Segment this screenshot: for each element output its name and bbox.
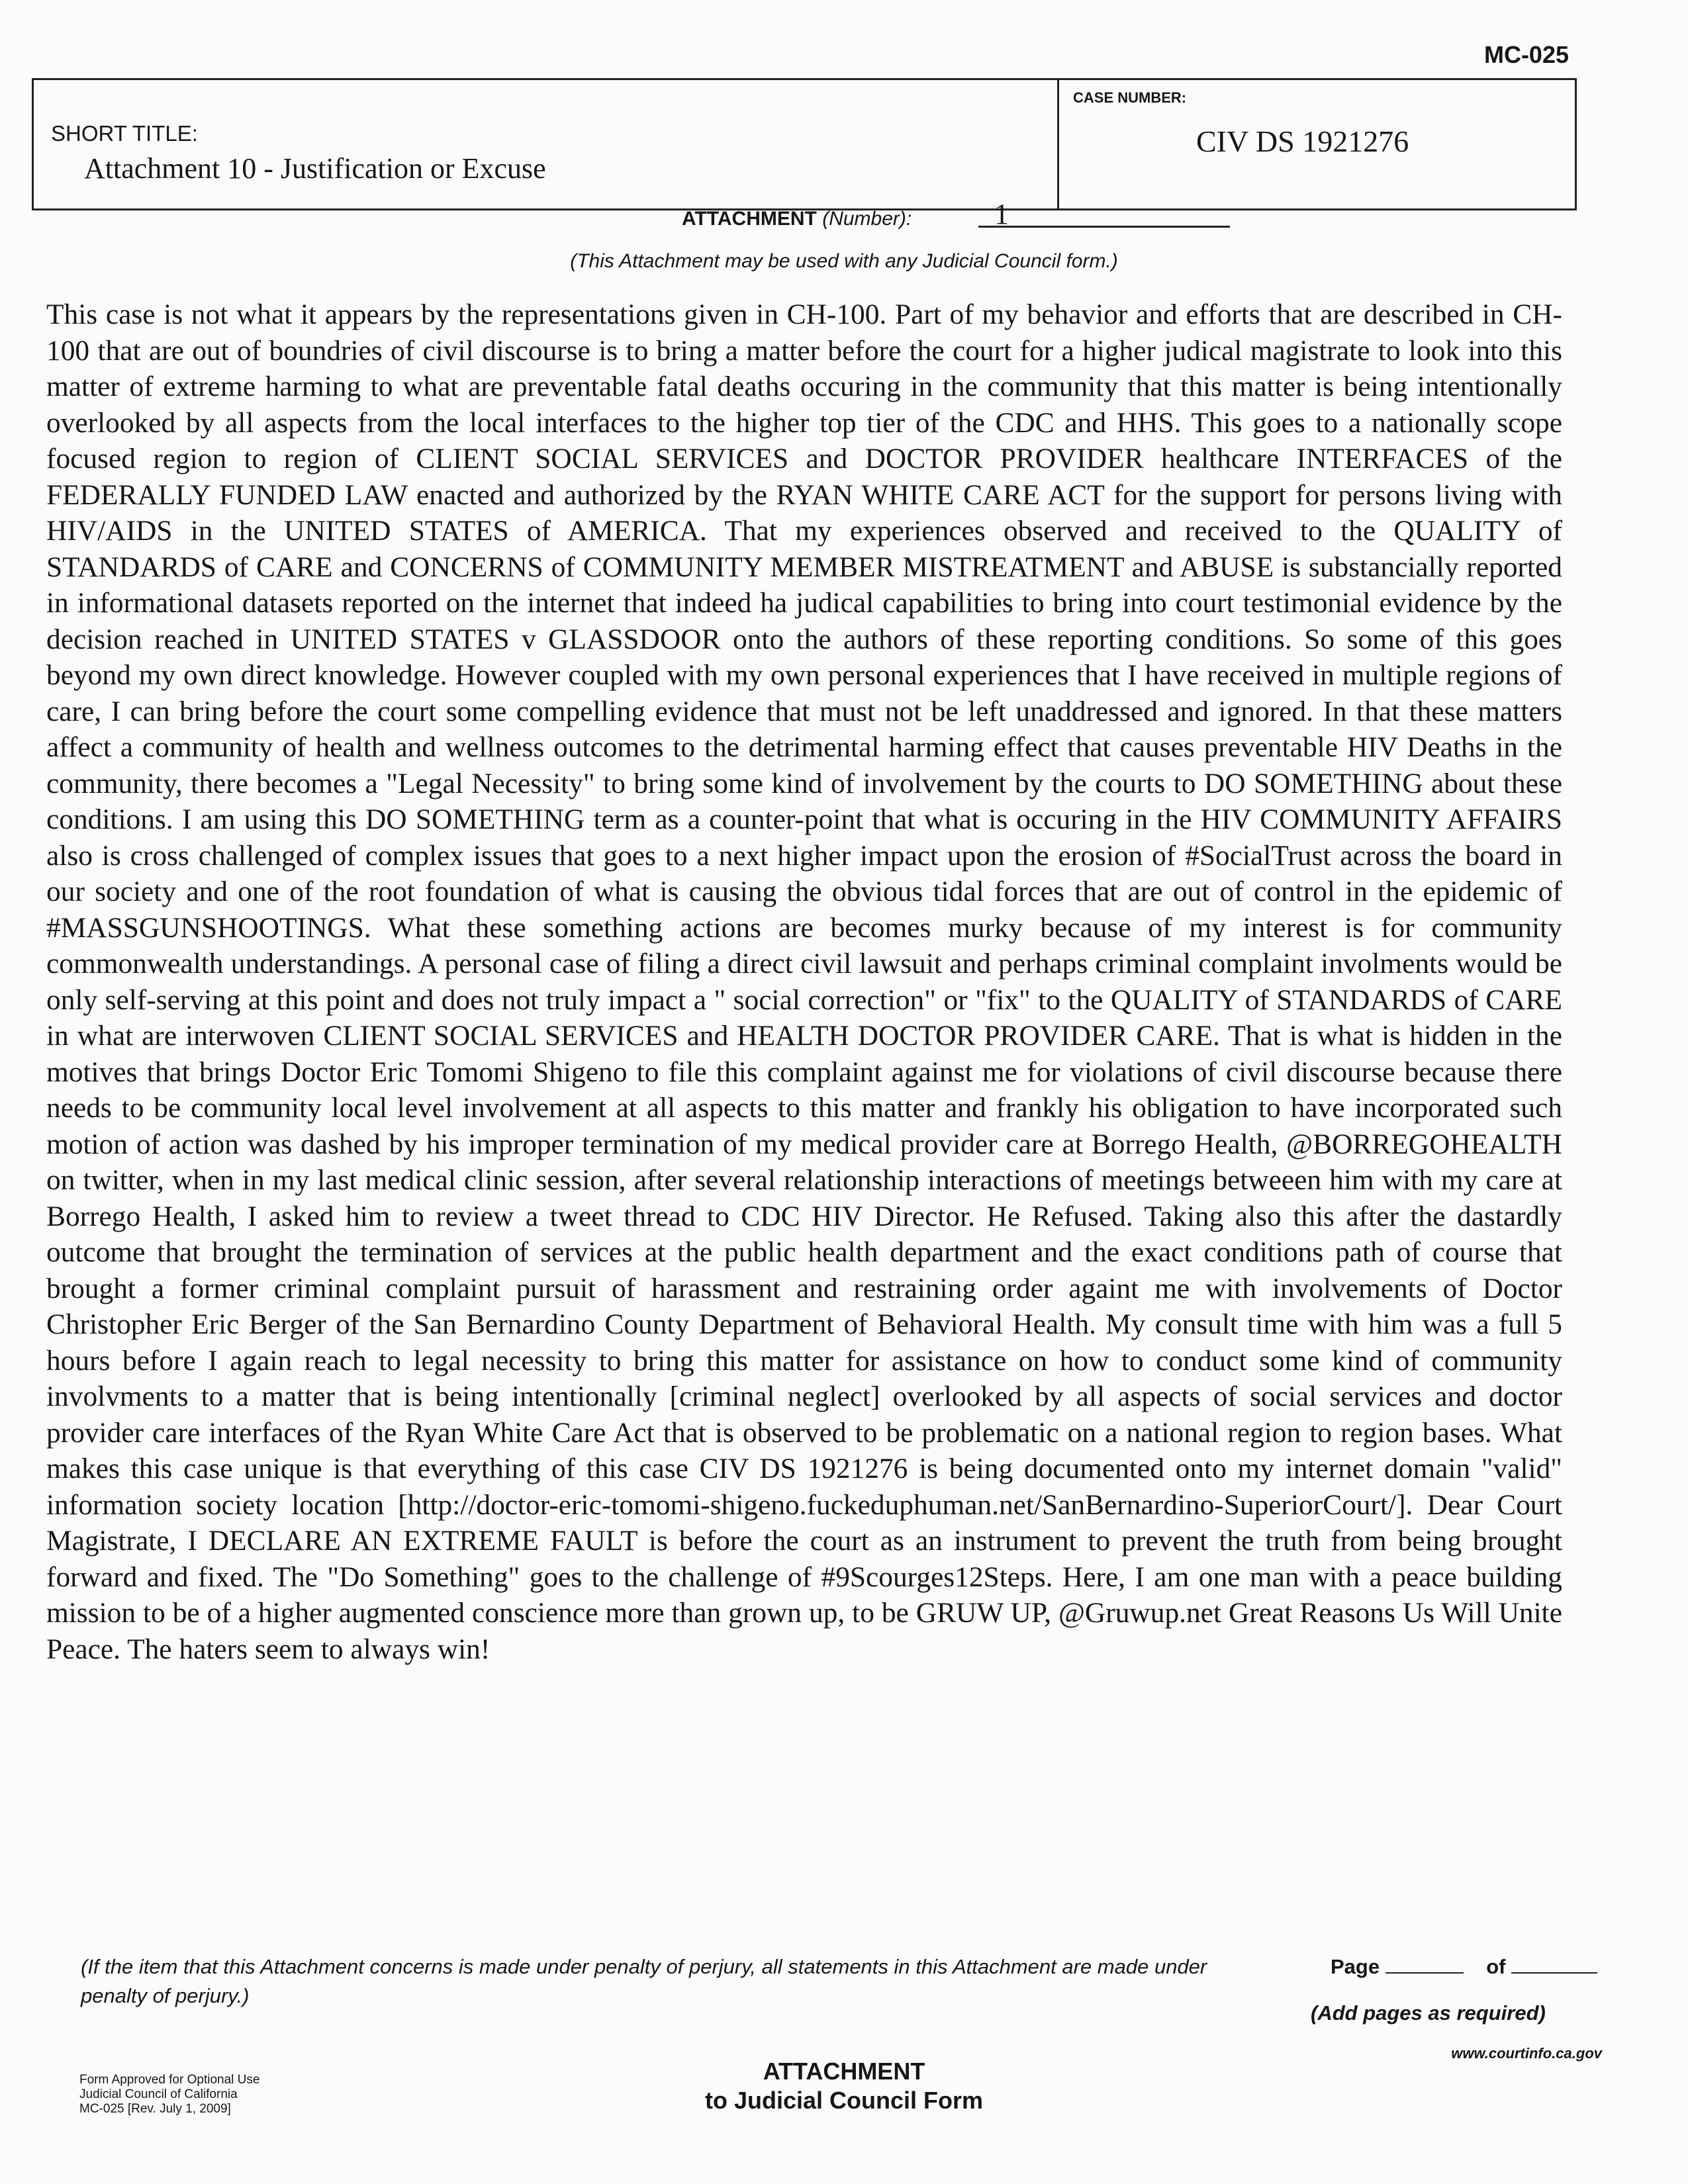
attachment-label [682,208,912,230]
form-id: MC-025 [1483,41,1569,68]
caption-box [32,78,1577,210]
website-url: www.courtinfo.ca.gov [1451,2045,1602,2062]
attachment-word: ATTACHMENT [682,208,817,230]
attachment-number-label: (Number): [822,208,912,230]
page-label: Page [1331,1955,1380,1978]
case-number-label: CASE NUMBER: [1073,89,1187,106]
page-total-blank [1511,1954,1597,1974]
page-number-blank [1385,1954,1464,1974]
footer-title [0,2057,1688,2115]
caption-divider [1057,80,1059,208]
short-title-label: SHORT TITLE: [51,121,198,146]
attachment-body-text: This case is not what it appears by the representations given in CH-100. Part of my behavior and efforts that are described in CH-100 that are out of boundries of civil discourse is to bring a matter before the court for a higher judical magistrate to look into this matter of extreme harming to what are preventable fatal deaths occuring in the community that this matter is being intentionally overlooked by all aspects from the local interfaces to the higher top tier of the CDC and HHS. This goes to a nationally scope focused region to region of CLIENT SOCIAL SERVICES and DOCTOR PROVIDER healthcare INTERFACES of the FEDERALLY FUNDED LAW enacted and authorized by the RYAN WHITE CARE ACT for the support for persons living with HIV/AIDS in the UNITED STATES of AMERICA. That my experiences observed and received to the QUALITY of STANDARDS of CARE and CONCERNS of COMMUNITY MEMBER MISTREATMENT and ABUSE is substancially reported in informational datasets reported on the internet that indeed ha judical capabilities to bring into court testimonial evidence by the decision reached in UNITED STATES v GLASSDOOR onto the authors of these reporting conditions. So some of this goes beyond my own direct knowledge. However coupled with my own personal experiences that I have received in multiple regions of care, I can bring before the court some compelling evidence that must not be left unaddressed and ignored. In that these matters affect a community of health and wellness outcomes to the detrimental harming effect that causes preventable HIV Deaths in the community, there becomes a "Legal Necessity" to bring some kind of involvement by the courts to DO SOMETHING about these conditions. I am using this DO SOMETHING term as a counter-point that what is occuring in the HIV COMMUNITY AFFAIRS also is cross challenged of complex issues that goes to a next higher impact upon the erosion of #SocialTrust across the board in our society and one of the root foundation of what is causing the obvious tidal forces that are out of control in the epidemic of #MASSGUNSHOOTINGS. What these something actions are becomes murky because of my interest is for community commonwealth understandings. A personal case of filing a direct civil lawsuit and perhaps criminal complaint involments would be only self-serving at this point and does not truly impact a " social correction" or "fix" to the QUALITY of STANDARDS of CARE in what are interwoven CLIENT SOCIAL SERVICES and HEALTH DOCTOR PROVIDER CARE. That is what is hidden in the motives that brings Doctor Eric Tomomi Shigeno to file this complaint against me for violations of civil discourse because there needs to be community local level involvement at all aspects to this matter and frankly his obligation to have incorporated such motion of action was dashed by his improper termination of my medical provider care at Borrego Health, @BORREGOHEALTH on twitter, when in my last medical clinic session, after several relationship interactions of meetings betweeen him with my care at Borrego Health, I asked him to review a tweet thread to CDC HIV Director. He Refused. Taking also this after the dastardly outcome that brought the termination of services at the public health department and the exact conditions path of course that brought a former criminal complaint pursuit of harassment and restraining order againt me with involvements of Doctor Christopher Eric Berger of the San Bernardino County Department of Behavioral Health. My consult time with him was a full 5 hours before I again reach to legal necessity to bring this matter for assistance on how to conduct some kind of community involvments to a matter that is being intentionally [criminal neglect] overlooked by all aspects of social services and doctor provider care interfaces of the Ryan White Care Act that is observed to be problematic on a national region to region bases. What makes this case unique is that everything of this case CIV DS 1921276 is being documented onto my internet domain "valid" information society location [http://doctor-eric-tomomi-shigeno.fuckeduphuman.net/SanBernardino-SuperiorCourt/]. Dear Court Magistrate, I DECLARE AN EXTREME FAULT is before the court as an instrument to prevent the truth from being brought forward and fixed. The "Do Something" goes to the challenge of #9Scourges12Steps. Here, I am one man with a peace building mission to be of a higher augmented conscience more than grown up, to be GRUW UP, @Gruwup.net Great Reasons Us Will Unite Peace. The haters seem to always win! [46,298,1562,1665]
short-title-value: Attachment 10 - Justification or Excuse [84,152,546,185]
page-counter [1331,1954,1597,1979]
perjury-note: (If the item that this Attachment concerns is made under penalty of perjury, all statements in this Attachment are made under penalty of perjury.) [81,1955,1207,2007]
attachment-number-field: 1 [978,197,1230,228]
of-label: of [1486,1955,1506,1978]
case-number-value: CIV DS 1921276 [1196,124,1409,158]
attachment-subtitle: (This Attachment may be used with any Judicial Council form.) [570,250,1118,272]
footer-title-line: to Judicial Council Form [704,2087,984,2114]
approval-line: MC-025 [Rev. July 1, 2009] [79,2102,231,2116]
footer-title-line: ATTACHMENT [763,2058,925,2085]
approval-line: Form Approved for Optional Use [79,2073,260,2087]
add-pages-note: (Add pages as required) [1311,2001,1546,2025]
approval-line: Judicial Council of California [79,2087,238,2101]
